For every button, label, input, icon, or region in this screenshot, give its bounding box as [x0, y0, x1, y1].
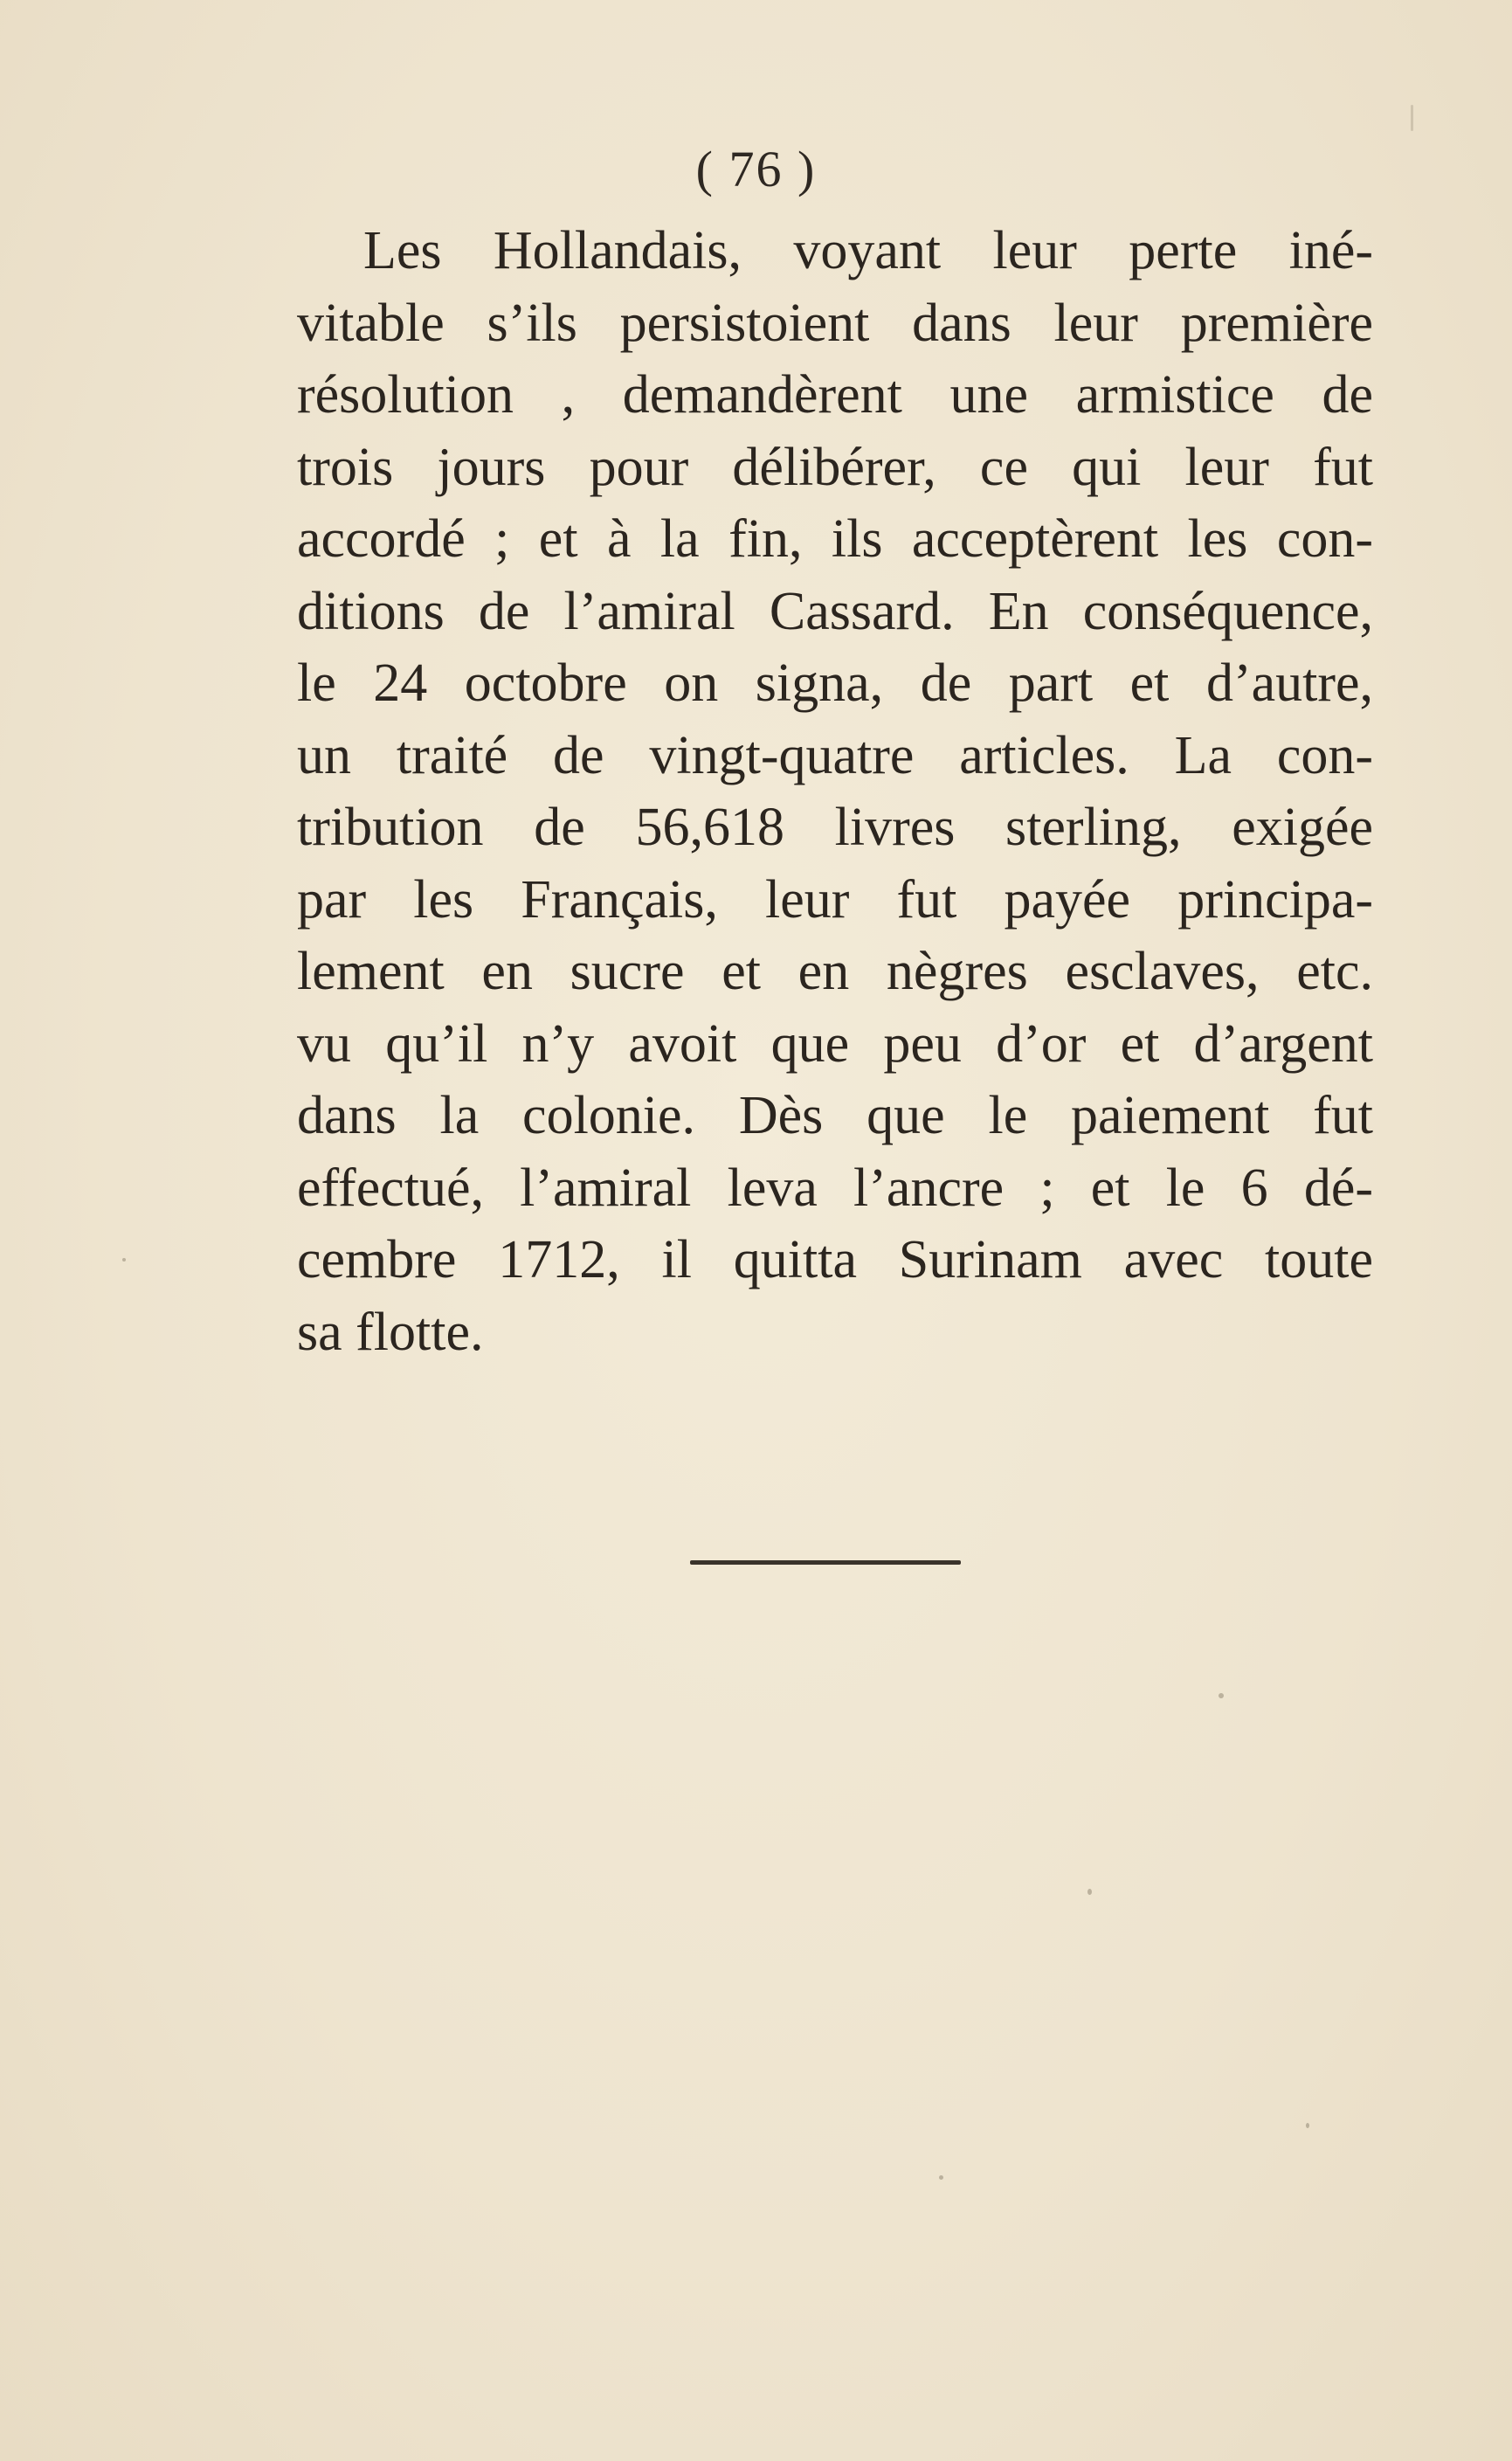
text-line: sa flotte.: [297, 1302, 484, 1362]
page-number: ( 76 ): [695, 141, 817, 197]
text-line: vu qu’il n’y avoit que peu d’or et d’argent: [297, 1013, 1373, 1074]
paper-speck: [1219, 1693, 1224, 1698]
text-line: Les Hollandais, voyant leur perte iné-: [363, 221, 1373, 280]
paper-speck: [1306, 2123, 1309, 2128]
paper-speck: [939, 2175, 943, 2180]
text-line: dans la colonie. Dès que le paiement fut: [297, 1086, 1373, 1145]
text-line: lement en sucre et en nègres esclaves, etc.: [297, 942, 1373, 1001]
paragraph: [297, 215, 1373, 1368]
end-rule: [690, 1560, 961, 1565]
text-line: tribution de 56,618 livres sterling, exigée: [297, 798, 1373, 857]
text-line: le 24 octobre on signa, de part et d’autre,: [297, 653, 1373, 713]
text-line: résolution , demandèrent une armistice de: [297, 365, 1373, 425]
paper-speck: [1087, 1889, 1092, 1895]
text-line: vitable s’ils persistoient dans leur première: [297, 293, 1373, 353]
paper-speck: [1411, 105, 1413, 131]
text-line: effectué, l’amiral leva l’ancre ; et le 6 dé-: [297, 1158, 1373, 1218]
text-line: un traité de vingt-quatre articles. La con-: [297, 725, 1373, 785]
text-line: trois jours pour délibérer, ce qui leur fut: [297, 437, 1373, 497]
text-line: par les Français, leur fut payée principa-: [297, 869, 1373, 930]
text-line: ditions de l’amiral Cassard. En conséquence,: [297, 581, 1373, 641]
text-line: accordé ; et à la fin, ils acceptèrent les con-: [297, 509, 1373, 569]
text-line: cembre 1712, il quitta Surinam avec toute: [297, 1230, 1373, 1289]
paper-speck: [122, 1258, 126, 1262]
